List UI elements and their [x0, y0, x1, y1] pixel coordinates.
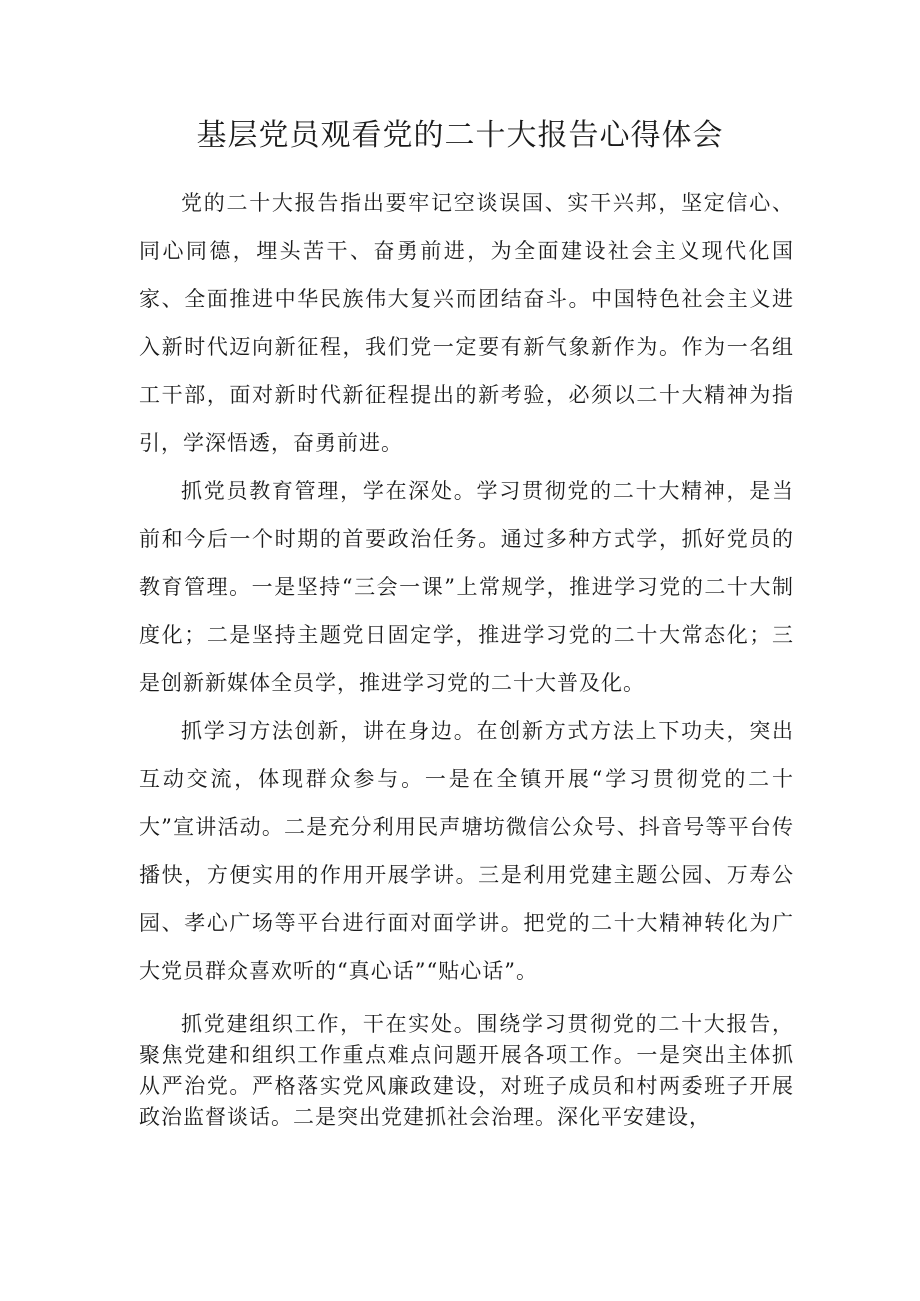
paragraph-organization: 抓党建组织工作，干在实处。围绕学习贯彻党的二十大报告，聚焦党建和组织工作重点难点问题开展各项工作。一是突出主体抓从严治党。严格落实党风廉政建设，对班子成员和村两委班子开展政治监督谈话。二是突出党建抓社会治理。深化平安建设，: [139, 1012, 794, 1129]
document-title: 基层党员观看党的二十大报告心得体会: [196, 118, 724, 153]
paragraph-method: 抓学习方法创新，讲在身边。在创新方式方法上下功夫，突出互动交流，体现群众参与。一是在全镇开展“学习贯彻党的二十大”宣讲活动。二是充分利用民声塘坊微信公众号、抖音号等平台传播快，方便实用的作用开展学讲。三是利用党建主题公园、万寿公园、孝心广场等平台进行面对面学讲。把党的二十大精神转化为广大党员群众喜欢听的“真心话”“贴心话”。: [139, 719, 794, 983]
paragraph-intro: 党的二十大报告指出要牢记空谈误国、实干兴邦，坚定信心、同心同德，埋头苦干、奋勇前进，为全面建设社会主义现代化国家、全面推进中华民族伟大复兴而团结奋斗。中国特色社会主义进入新时代迈向新征程，我们党一定要有新气象新作为。作为一名组工干部，面对新时代新征程提出的新考验，必须以二十大精神为指引，学深悟透，奋勇前进。: [139, 191, 794, 455]
document-body: [139, 179, 794, 1133]
paragraph-education: 抓党员教育管理，学在深处。学习贯彻党的二十大精神，是当前和今后一个时期的首要政治任务。通过多种方式学，抓好党员的教育管理。一是坚持“三会一课”上常规学，推进学习党的二十大制度化；二是坚持主题党日固定学，推进学习党的二十大常态化；三是创新新媒体全员学，推进学习党的二十大普及化。: [139, 479, 794, 695]
